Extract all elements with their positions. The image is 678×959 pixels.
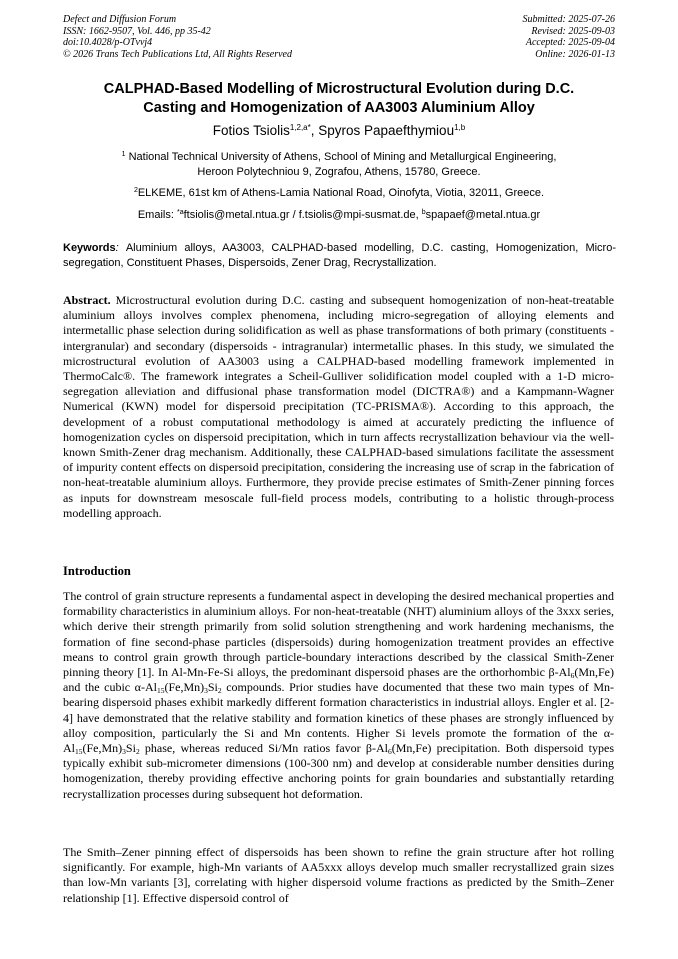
author-separator: ,	[310, 123, 319, 138]
subscript: 15	[75, 747, 83, 757]
journal-name: Defect and Diffusion Forum	[63, 14, 177, 25]
keywords	[63, 241, 616, 270]
subscript: 6	[388, 747, 392, 757]
email-1-mark: *a	[176, 209, 184, 216]
author-2: Spyros Papaefthymiou	[318, 123, 455, 138]
online-date: Online: 2026-01-13	[535, 48, 615, 60]
intro-p1-part: Si	[125, 741, 136, 756]
abstract	[63, 293, 614, 521]
affiliation-2	[40, 186, 638, 201]
subscript: 3	[204, 686, 208, 696]
journal-header-left	[63, 14, 292, 60]
subscript: 2	[135, 747, 140, 757]
section-heading-introduction: Introduction	[63, 564, 131, 578]
intro-p1-part: (Mn,Fe) precipitation. Both dispersoid types typically exhibit sub-micrometer dimensions (100-300 nm) and develop at considerable number densities during homogenization, thereby providing effective anchoring points for grain boundaries and substantially retarding recrystallization processes during subsequent hot deformation.	[63, 741, 614, 801]
title-line-2: Casting and Homogenization of AA3003 Aluminium Alloy	[143, 100, 535, 116]
author-2-affil: 1,b	[454, 123, 466, 132]
affiliation-1-line-1: National Technical University of Athens, School of Mining and Metallurgical Engineering,	[125, 151, 557, 163]
doi[interactable]: doi:10.4028/p-OTvvj4	[63, 37, 153, 48]
journal-issn: ISSN: 1662-9507, Vol. 446, pp 35-42	[63, 25, 211, 37]
email-2-mark: b	[421, 209, 426, 216]
affiliation-2-text: ELKEME, 61st km of Athens-Lamia National Road, Oinofyta, Viotia, 32011, Greece.	[137, 187, 545, 199]
abstract-text: Microstructural evolution during D.C. casting and subsequent homogenization of non-heat-treatable aluminium alloys involves complex phenomena, including micro-segregation of alloying elements and intermetallic phase selection during solidification as well as phase transformations of both primary (constituents - intergranular) and secondary (dispersoids - intragranular) intermetallic phases. In this study, we simulated the microstructural evolution of AA3003 using a CALPHAD-based modelling framework implemented in ThermoCalc®. The framework integrates a Scheil-Gulliver solidification model coupled with a 1-D micro-segregation alleviation and diffusional phase transformation model (DICTRA®) and a Kampmann-Wagner Numerical (KWN) model for dispersoid precipitation (TC-PRISMA®). According to this approach, the development of a robust computational methodology is aimed at accurately predicting the influence of homogenization cycles on dispersoid precipitation, which in turn affects recrystallization behaviour via the well-known Smith-Zener drag mechanism. Additionally, these CALPHAD-based simulations facilitate the assessment of impurity content effects on dispersoid precipitation, considering the increasing use of scrap in the fabrication of non-heat-treatable aluminium alloys. Furthermore, they provide precise estimates of Smith-Zener pinning forces as inputs for downstream mesoscale full-field process models, contributing to a holistic through-process modelling approach.	[63, 293, 614, 520]
affiliation-1-line-2: Heroon Polytechniou 9, Zografou, Athens, 15780, Greece.	[197, 166, 481, 178]
email-2-link[interactable]: spapaef@metal.ntua.gr	[425, 209, 541, 221]
intro-paragraph-1	[63, 589, 614, 802]
emails-label: Emails:	[137, 209, 177, 221]
author-emails	[40, 208, 638, 223]
keywords-colon: :	[115, 242, 126, 254]
intro-paragraph-2: The Smith–Zener pinning effect of dispersoids has been shown to refine the grain structure after hot rolling significantly. For example, high-Mn variants of AA5xxx alloys develop much smaller recrystallized grain sizes than low-Mn variants [3], correlating with higher dispersoid volume fractions as predicted by the Smith–Zener relationship [1]. Effective dispersoid control of	[63, 845, 614, 905]
title-line-1: CALPHAD-Based Modelling of Microstructural Evolution during D.C.	[103, 81, 575, 97]
accepted-date: Accepted: 2025-09-04	[525, 37, 615, 48]
author-1: Fotios Tsiolis	[212, 123, 290, 138]
intro-p1-part: (Fe,Mn)	[82, 741, 123, 756]
revised-date: Revised: 2025-09-03	[531, 25, 615, 37]
intro-p1-part: (Mn,Fe) and the cubic α-Al	[63, 665, 614, 695]
intro-p1-part: phase, whereas reduced Si/Mn ratios favor β-Al	[139, 741, 389, 756]
intro-p1-part: (Fe,Mn)	[164, 680, 205, 695]
intro-p1-part: The control of grain structure represents a fundamental aspect in developing the desired mechanical properties and formability characteristics in aluminium alloys. For non-heat-treatable (NHT) aluminium alloys of the 3xxx series, which derive their strength primarily from solid solution strengthening and work hardening mechanisms, the formation of fine second-phase particles (dispersoids) during homogenization treatment provides an effective means to control grain growth through particle-boundary interactions described by the classical Smith-Zener pinning theory [1]. In Al-Mn-Fe-Si alloys, the predominant dispersoid phases are the orthorhombic β-Al	[63, 589, 614, 680]
subscript: 3	[122, 747, 126, 757]
author-list	[40, 123, 638, 139]
submitted-date: Submitted: 2025-07-26	[522, 14, 615, 25]
copyright: © 2026 Trans Tech Publications Ltd, All Rights Reserved	[63, 48, 292, 60]
paper-title	[40, 80, 638, 118]
intro-p1-part: Si	[207, 680, 218, 695]
keywords-label: Keywords	[63, 242, 116, 254]
affiliation-1	[40, 150, 638, 180]
abstract-label: Abstract.	[63, 293, 111, 307]
intro-p1-part: compounds. Prior studies have documented that these two main types of Mn-bearing dispersoid phases exhibit markedly different formation characteristics in industrial alloys. Engler et al. [2-4] have demonstrated that the relative stability and formation kinetics of these phases are strongly influenced by alloy composition, particularly the Si and Mn contents. Higher Si levels promote the formation of the α-Al	[63, 680, 614, 756]
keywords-text: Aluminium alloys, AA3003, CALPHAD-based modelling, D.C. casting, Homogenization, Micro-segregation, Constituent Phases, Dispersoids, Zener Drag, Recrystallization.	[63, 242, 616, 269]
email-1-link[interactable]: ftsiolis@metal.ntua.gr / f.tsiolis@mpi-susmat.de,	[183, 209, 422, 221]
journal-header-right	[523, 14, 616, 60]
author-1-affil: 1,2,a*	[289, 123, 311, 132]
subscript: 2	[217, 686, 222, 696]
affiliation-1-number: 1	[121, 151, 126, 158]
subscript: 15	[156, 686, 165, 696]
subscript: 6	[570, 671, 575, 681]
affiliation-2-number: 2	[133, 187, 138, 194]
